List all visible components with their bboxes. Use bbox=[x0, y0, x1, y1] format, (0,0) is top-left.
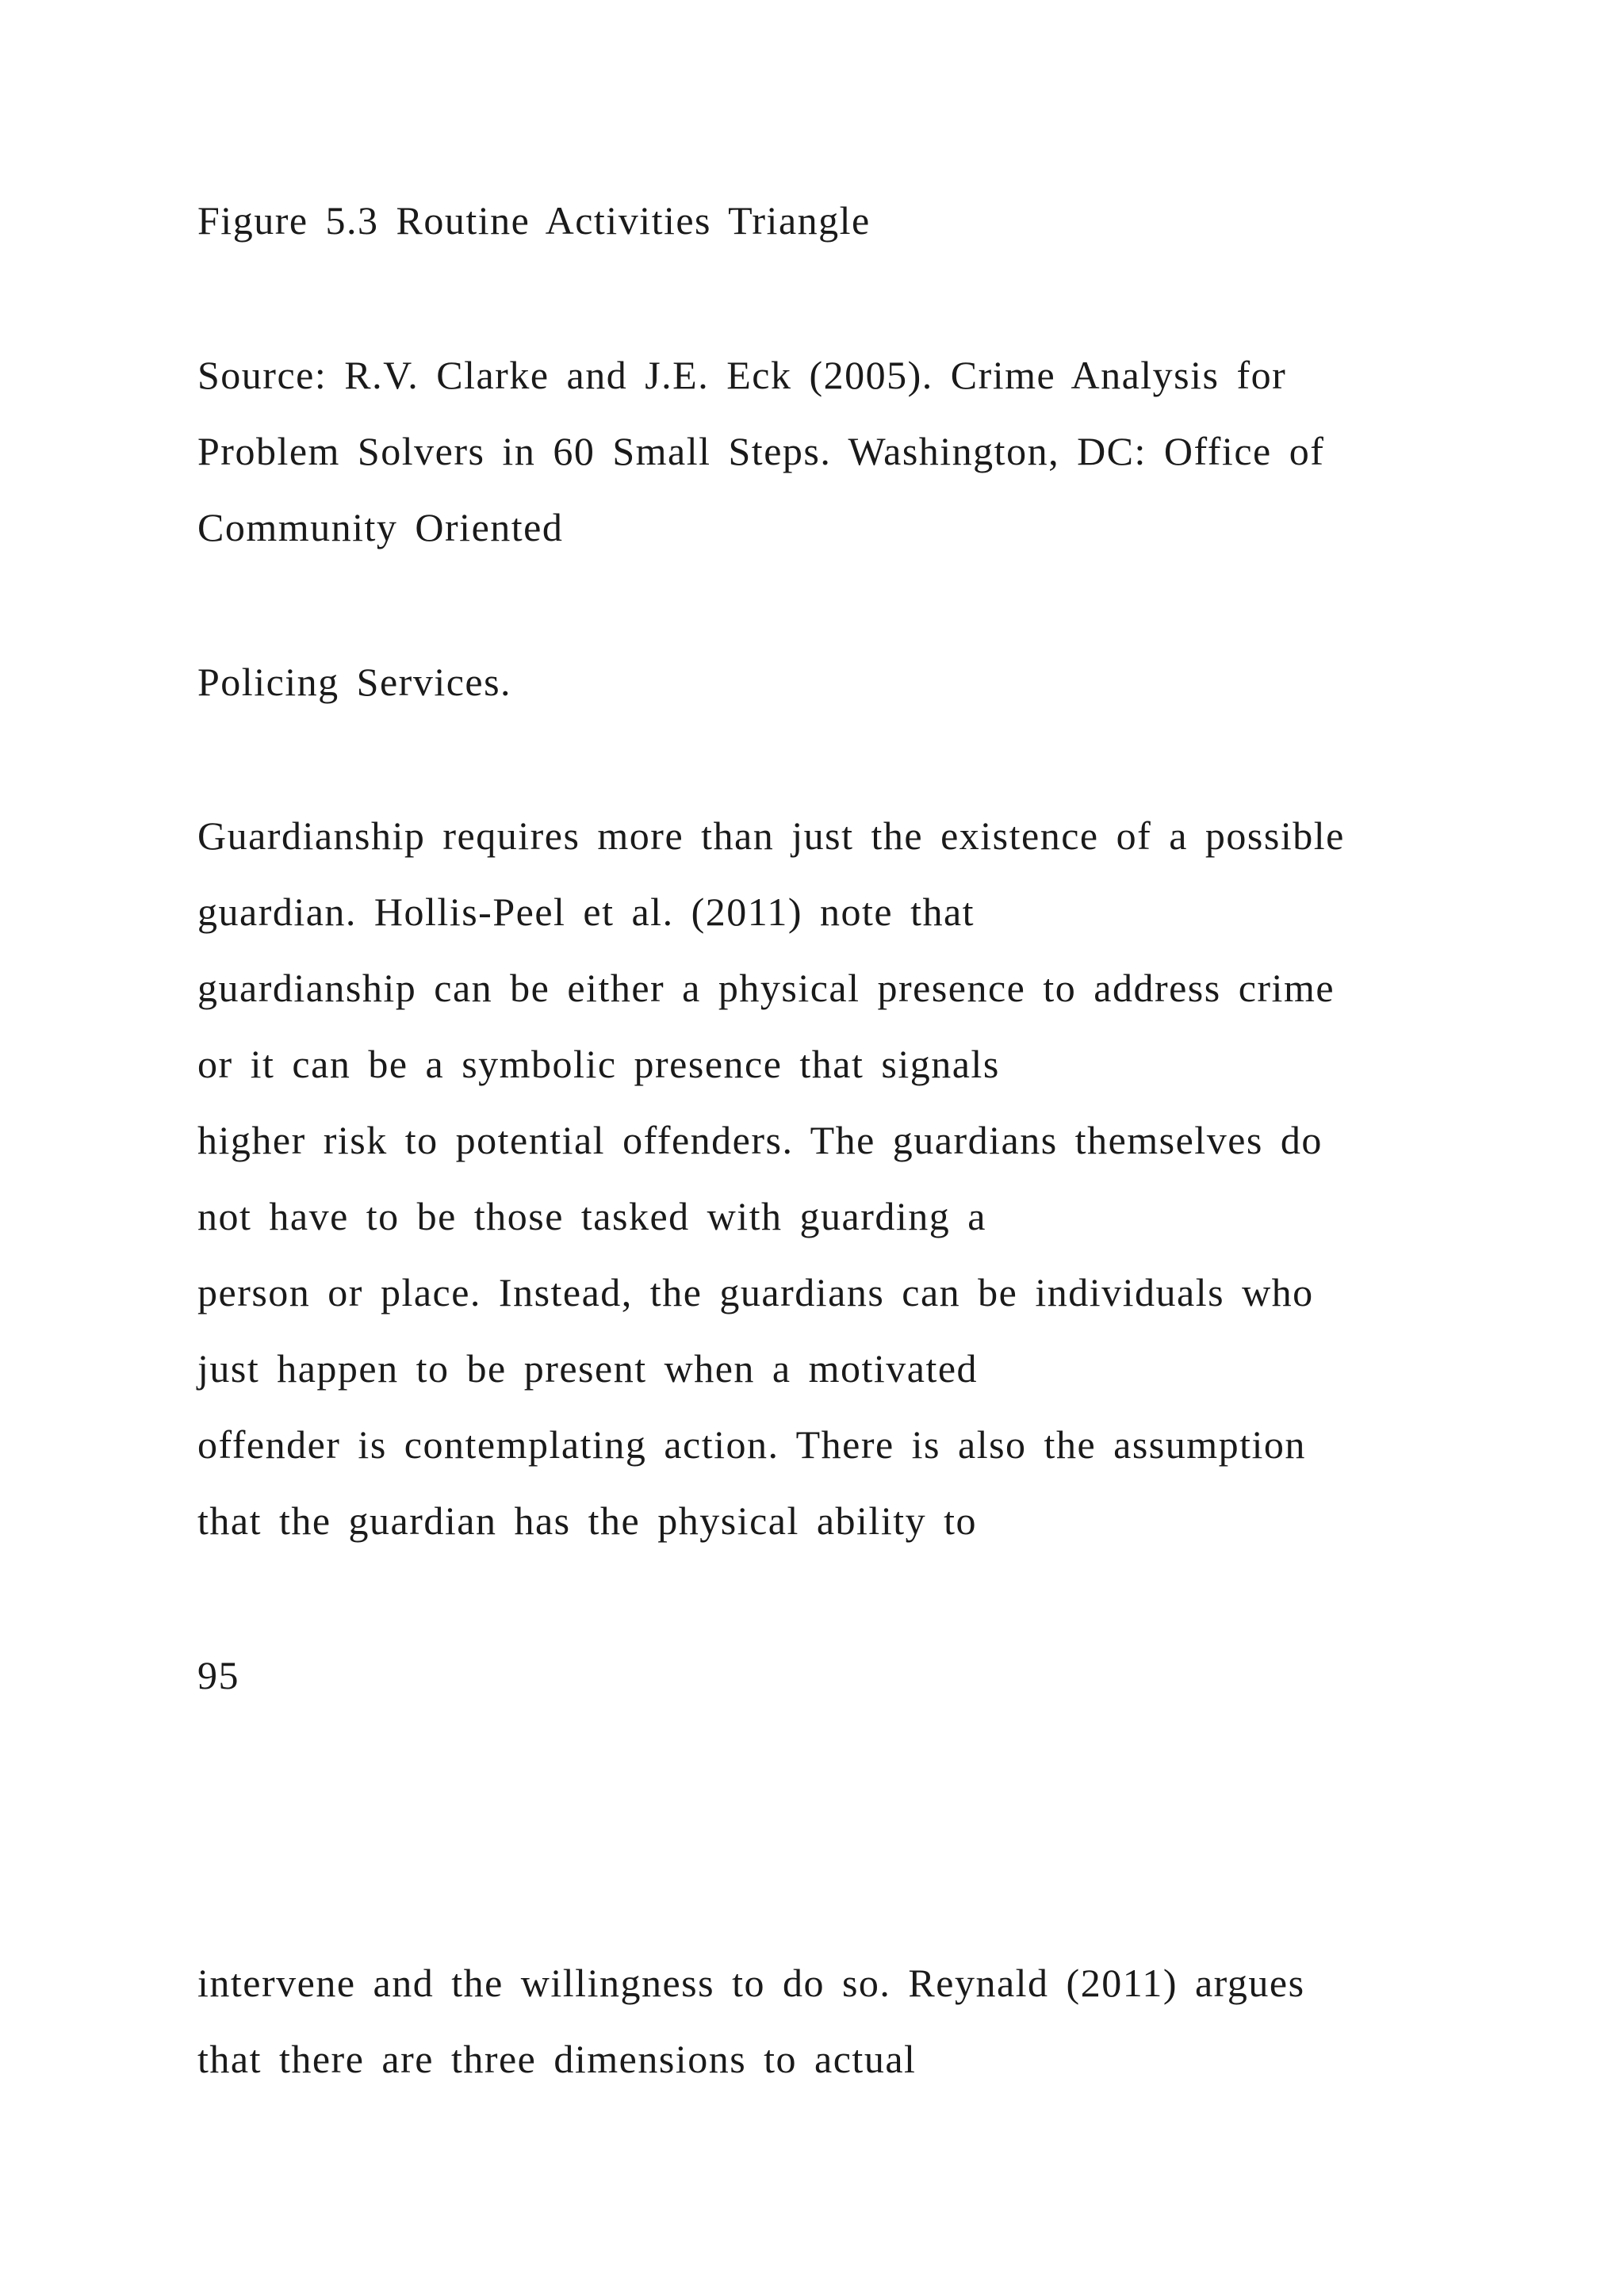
paragraph-line: that the guardian has the physical ability to bbox=[197, 1498, 977, 1543]
paragraph-line: that there are three dimensions to actual bbox=[197, 2037, 917, 2081]
paragraph-line: offender is contemplating action. There is also the assumption bbox=[197, 1422, 1306, 1467]
paragraph-line: or it can be a symbolic presence that signals bbox=[197, 1042, 1000, 1086]
paragraph-line: intervene and the willingness to do so. Reynald (2011) argues bbox=[197, 1961, 1305, 2005]
paragraph-line: guardian. Hollis-Peel et al. (2011) note that bbox=[197, 890, 975, 934]
paragraph-line: just happen to be present when a motivated bbox=[197, 1346, 979, 1391]
paragraph-line: not have to be those tasked with guarding a bbox=[197, 1194, 986, 1238]
paragraph-line: guardianship can be either a physical presence to address crime bbox=[197, 966, 1335, 1010]
source-line: Source: R.V. Clarke and J.E. Eck (2005). Crime Analysis for bbox=[197, 353, 1287, 397]
paragraph-line: person or place. Instead, the guardians can be individuals who bbox=[197, 1270, 1314, 1314]
figure-caption: Figure 5.3 Routine Activities Triangle bbox=[197, 198, 871, 243]
paragraph-line: Guardianship requires more than just the existence of a possible bbox=[197, 813, 1345, 858]
page-number: 95 bbox=[197, 1653, 239, 1697]
source-line: Policing Services. bbox=[197, 660, 512, 704]
source-line: Problem Solvers in 60 Small Steps. Washington, DC: Office of bbox=[197, 429, 1325, 473]
paragraph-line: higher risk to potential offenders. The guardians themselves do bbox=[197, 1118, 1323, 1162]
source-line: Community Oriented bbox=[197, 505, 564, 549]
